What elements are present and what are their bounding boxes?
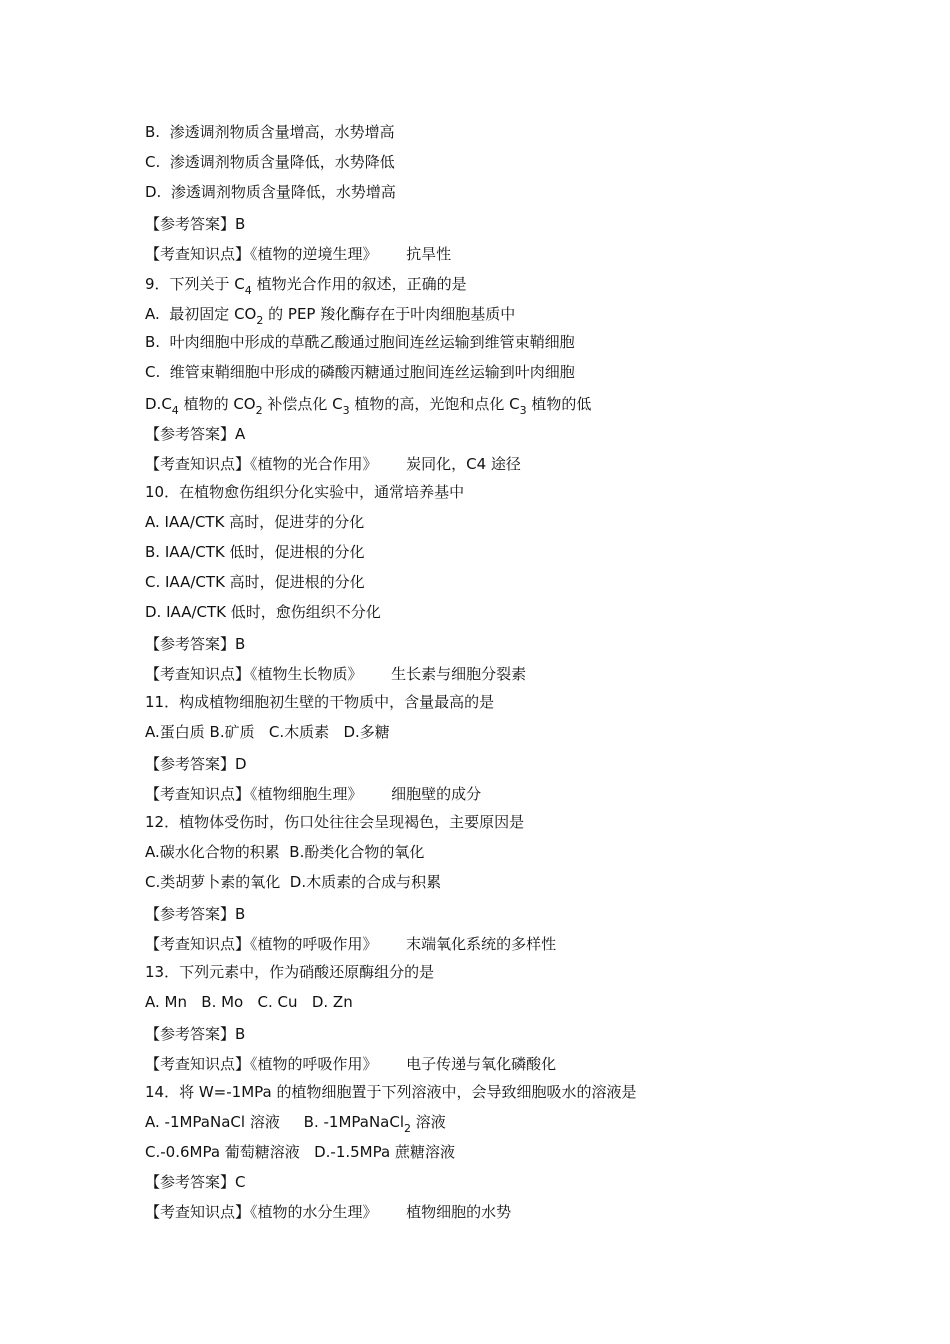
text-line — [145, 244, 451, 264]
text-segment: 13．下列元素中，作为硝酸还原酶组分的是 — [145, 963, 435, 981]
text-line — [145, 214, 245, 234]
text-segment: 【参考答案】B — [145, 1025, 246, 1043]
text-line — [145, 722, 390, 742]
text-line — [145, 424, 245, 444]
text-line — [145, 872, 441, 892]
text-line — [145, 1142, 455, 1162]
text-segment: B. 渗透调剂物质含量增高，水势增高 — [145, 123, 395, 141]
text-line — [145, 482, 464, 502]
text-segment: 的 PEP 羧化酶存在于叶肉细胞基质中 — [263, 305, 516, 323]
text-segment: A. -1MPaNaCl 溶液 B. -1MPaNaCl — [145, 1113, 404, 1131]
text-segment: 【参考答案】B — [145, 905, 246, 923]
text-segment: C.类胡萝卜素的氧化 D.木质素的合成与积累 — [145, 873, 442, 891]
text-line — [145, 182, 396, 202]
text-line — [145, 784, 481, 804]
text-segment: 【参考答案】B — [145, 635, 246, 653]
text-line — [145, 634, 245, 654]
subscript: 2 — [256, 314, 264, 327]
text-line — [145, 904, 245, 924]
text-line — [145, 394, 592, 417]
text-segment: A.碳水化合物的积累 B.酚类化合物的氧化 — [145, 843, 425, 861]
text-segment: C. 维管束鞘细胞中形成的磷酸丙糖通过胞间连丝运输到叶肉细胞 — [145, 363, 575, 381]
text-line — [145, 842, 424, 862]
text-line — [145, 572, 365, 592]
text-line — [145, 1082, 637, 1102]
text-line — [145, 152, 395, 172]
text-line — [145, 1172, 245, 1192]
text-line — [145, 992, 353, 1012]
text-line — [145, 812, 524, 832]
text-segment: 【参考答案】B — [145, 215, 246, 233]
subscript: 2 — [255, 404, 263, 417]
text-segment: 【参考答案】C — [145, 1173, 246, 1191]
text-segment: C. IAA/CTK 高时，促进根的分化 — [145, 573, 365, 591]
subscript: 2 — [404, 1122, 411, 1135]
text-line — [145, 332, 575, 352]
text-segment: D. IAA/CTK 低时，愈伤组织不分化 — [145, 603, 381, 621]
text-segment: B. IAA/CTK 低时，促进根的分化 — [145, 543, 365, 561]
text-segment: 【考查知识点】《植物的水分生理》 植物细胞的水势 — [145, 1203, 512, 1221]
text-segment: 【考查知识点】《植物的呼吸作用》 末端氧化系统的多样性 — [145, 935, 557, 953]
text-segment: 14．将 W=-1MPa 的植物细胞置于下列溶液中，会导致细胞吸水的溶液是 — [145, 1083, 637, 1101]
text-segment: 12．植物体受伤时，伤口处往往会呈现褐色，主要原因是 — [145, 813, 525, 831]
text-segment: 补偿点化 C — [262, 395, 343, 413]
text-segment: 11．构成植物细胞初生壁的干物质中，含量最高的是 — [145, 693, 495, 711]
text-segment: 【考查知识点】《植物的呼吸作用》 电子传递与氧化磷酸化 — [145, 1055, 557, 1073]
text-segment: 【考查知识点】《植物生长物质》 生长素与细胞分裂素 — [145, 665, 527, 683]
text-line — [145, 1112, 446, 1135]
text-line — [145, 454, 521, 474]
text-segment: 【参考答案】A — [145, 425, 246, 443]
subscript: 4 — [171, 404, 179, 417]
text-line — [145, 1054, 556, 1074]
text-segment: C.-0.6MPa 葡萄糖溶液 D.-1.5MPa 蔗糖溶液 — [145, 1143, 455, 1161]
text-line — [145, 304, 516, 327]
subscript: 4 — [244, 284, 252, 297]
text-line — [145, 602, 381, 622]
text-line — [145, 754, 247, 774]
text-segment: A. Mn B. Mo C. Cu D. Zn — [145, 993, 353, 1011]
text-line — [145, 934, 556, 954]
text-segment: A.蛋白质 B.矿质 C.木质素 D.多糖 — [145, 723, 390, 741]
text-segment: 溶液 — [411, 1113, 446, 1131]
text-line — [145, 962, 434, 982]
text-segment: 【参考答案】D — [145, 755, 247, 773]
text-segment: A. 最初固定 CO — [145, 305, 257, 323]
text-line — [145, 542, 365, 562]
text-segment: 【考查知识点】《植物的光合作用》 炭同化，C4 途径 — [145, 455, 521, 473]
text-segment: 植物光合作用的叙述，正确的是 — [251, 275, 467, 293]
subscript: 3 — [342, 404, 350, 417]
text-segment: D.C — [145, 395, 172, 413]
text-line — [145, 664, 526, 684]
text-segment: A. IAA/CTK 高时，促进芽的分化 — [145, 513, 365, 531]
text-segment: 【考查知识点】《植物细胞生理》 细胞壁的成分 — [145, 785, 482, 803]
text-segment: B. 叶肉细胞中形成的草酰乙酸通过胞间连丝运输到维管束鞘细胞 — [145, 333, 575, 351]
text-line — [145, 692, 494, 712]
text-segment: 9．下列关于 C — [145, 275, 245, 293]
text-line — [145, 274, 467, 297]
text-line — [145, 362, 575, 382]
text-line — [145, 512, 364, 532]
text-segment: C. 渗透调剂物质含量降低，水势降低 — [145, 153, 395, 171]
text-segment: 【考查知识点】《植物的逆境生理》 抗旱性 — [145, 245, 452, 263]
text-line — [145, 1202, 511, 1222]
text-segment: D. 渗透调剂物质含量降低，水势增高 — [145, 183, 396, 201]
text-segment: 植物的低 — [526, 395, 592, 413]
text-line — [145, 1024, 245, 1044]
text-line — [145, 122, 395, 142]
subscript: 3 — [519, 404, 527, 417]
text-segment: 植物的 CO — [178, 395, 256, 413]
text-segment: 10．在植物愈伤组织分化实验中，通常培养基中 — [145, 483, 465, 501]
text-segment: 植物的高，光饱和点化 C — [349, 395, 520, 413]
